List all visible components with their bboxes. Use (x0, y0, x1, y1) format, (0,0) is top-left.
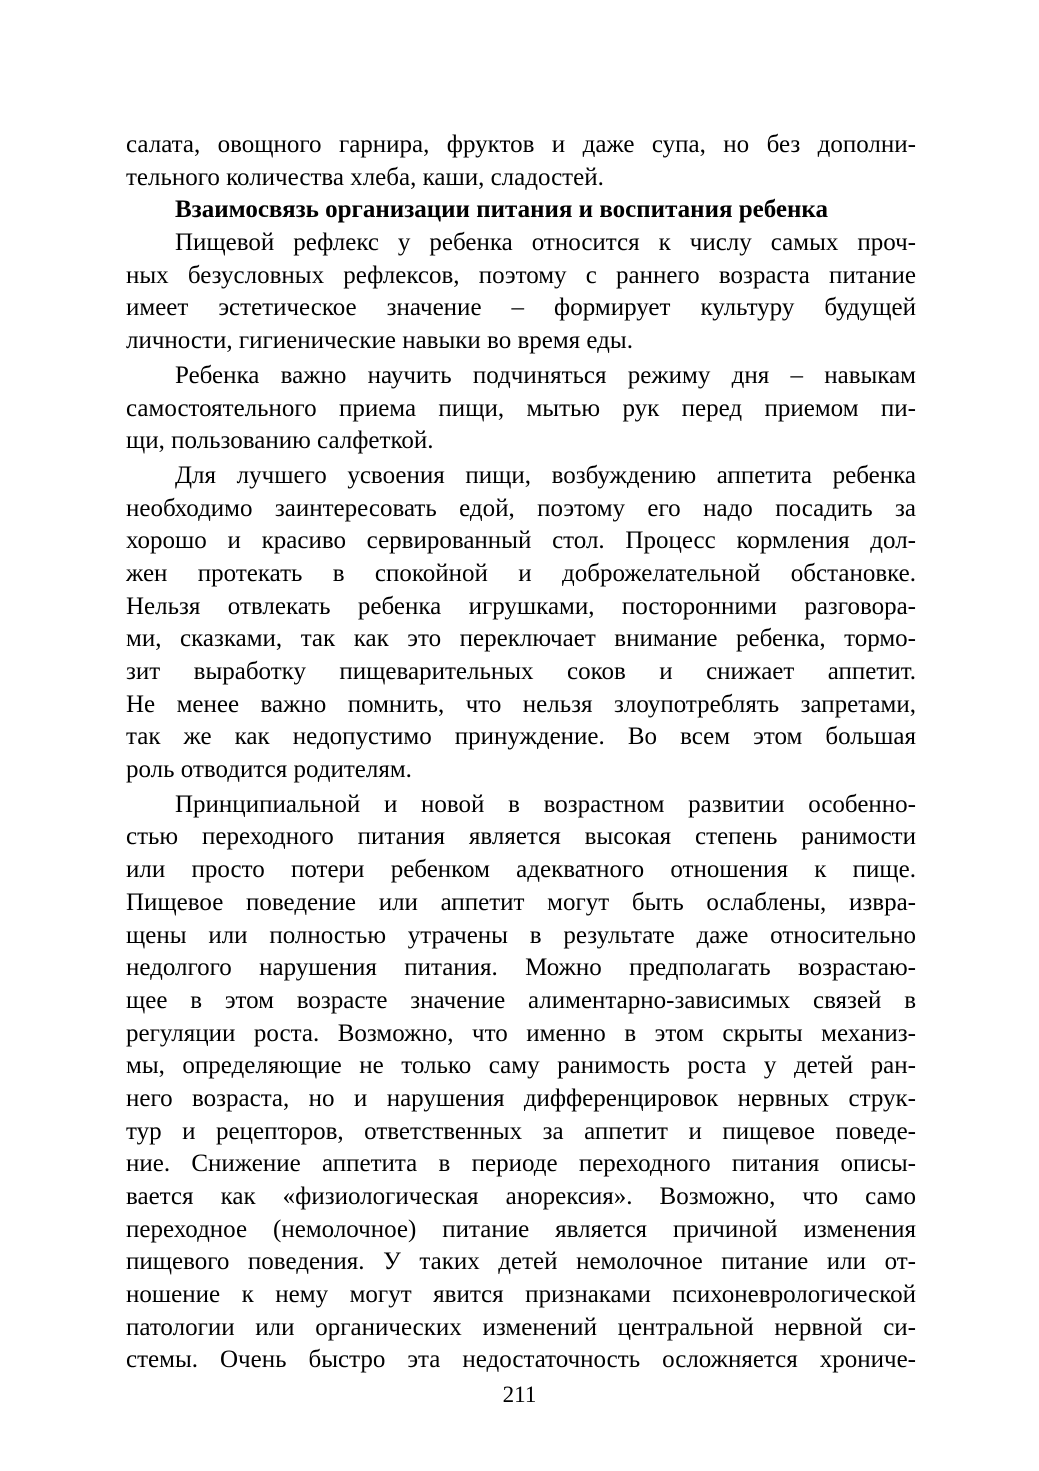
text-line: зит выработку пищеварительных соков и снижает аппетит. (126, 658, 916, 685)
text-line: щее в этом возрасте значение алиментарно-зависимых связей в (126, 986, 916, 1014)
text-line: или просто потери ребенком адекватного отношения к пище. (126, 856, 916, 884)
text-line: тур и рецепторов, ответственных за аппетит и пищевое поведе- (126, 1117, 916, 1145)
text-line: ние. Снижение аппетита в периоде переходного питания описы- (126, 1150, 916, 1178)
text-line: тельного количества хлеба, каши, сладостей. (126, 163, 604, 191)
text-line: стью переходного питания является высокая степень ранимости (126, 823, 916, 851)
section-heading: Взаимосвязь организации питания и воспитания ребенка (175, 196, 828, 224)
page-number: 211 (502, 1382, 537, 1407)
text-line: так же как недопустимо принуждение. Во всем этом большая (126, 723, 916, 751)
text-line: переходное (немолочное) питание является причиной изменения (126, 1215, 916, 1243)
text-line: вается как «физиологическая анорексия». Возможно, что само (126, 1183, 916, 1210)
text-line: недолгого нарушения питания. Можно предполагать возрастаю- (126, 954, 916, 982)
text-line: роль отводится родителям. (126, 756, 412, 784)
text-line: Пищевой рефлекс у ребенка относится к числу самых проч- (175, 229, 916, 257)
text-line: необходимо заинтересовать едой, поэтому его надо посадить за (126, 494, 916, 522)
text-line: щи, пользованию салфеткой. (126, 427, 434, 455)
text-line: Ребенка важно научить подчиняться режиму дня – навыкам (175, 361, 916, 389)
text-line: самостоятельного приема пищи, мытью рук перед приемом пи- (126, 394, 916, 422)
text-line: него возраста, но и нарушения дифференцировок нервных струк- (126, 1084, 916, 1112)
text-line: щены или полностью утрачены в результате даже относительно (126, 921, 916, 949)
text-line: личности, гигиенические навыки во время еды. (126, 327, 633, 355)
text-line: регуляции роста. Возможно, что именно в этом скрыты механиз- (126, 1019, 916, 1047)
text-line: Пищевое поведение или аппетит могут быть ослаблены, извра- (126, 888, 916, 916)
text-line: пищевого поведения. У таких детей немолочное питание или от- (126, 1248, 916, 1276)
text-line: салата, овощного гарнира, фруктов и даже супа, но без дополни- (126, 131, 916, 158)
text-line: стемы. Очень быстро эта недостаточность осложняется хрониче- (126, 1346, 916, 1374)
text-line: Не менее важно помнить, что нельзя злоупотреблять запретами, (126, 690, 916, 718)
text-line: хорошо и красиво сервированный стол. Процесс кормления дол- (126, 527, 916, 555)
text-line: патологии или органических изменений центральной нервной си- (126, 1313, 916, 1341)
text-line: Нельзя отвлекать ребенка игрушками, посторонними разговора- (126, 592, 916, 620)
text-line: ношение к нему могут явится признаками психоневрологической (126, 1281, 916, 1309)
text-line: мы, определяющие не только саму ранимость роста у детей ран- (126, 1052, 916, 1080)
text-line: имеет эстетическое значение – формирует культуру будущей (126, 294, 916, 322)
text-line: жен протекать в спокойной и доброжелательной обстановке. (126, 559, 916, 587)
text-line: ми, сказками, так как это переключает внимание ребенка, тормо- (126, 625, 916, 653)
text-line: ных безусловных рефлексов, поэтому с раннего возраста питание (126, 261, 916, 289)
text-line: Для лучшего усвоения пищи, возбуждению аппетита ребенка (175, 461, 916, 489)
body-text (126, 129, 916, 1377)
text-line: Принципиальной и новой в возрастном развитии особенно- (175, 790, 916, 818)
